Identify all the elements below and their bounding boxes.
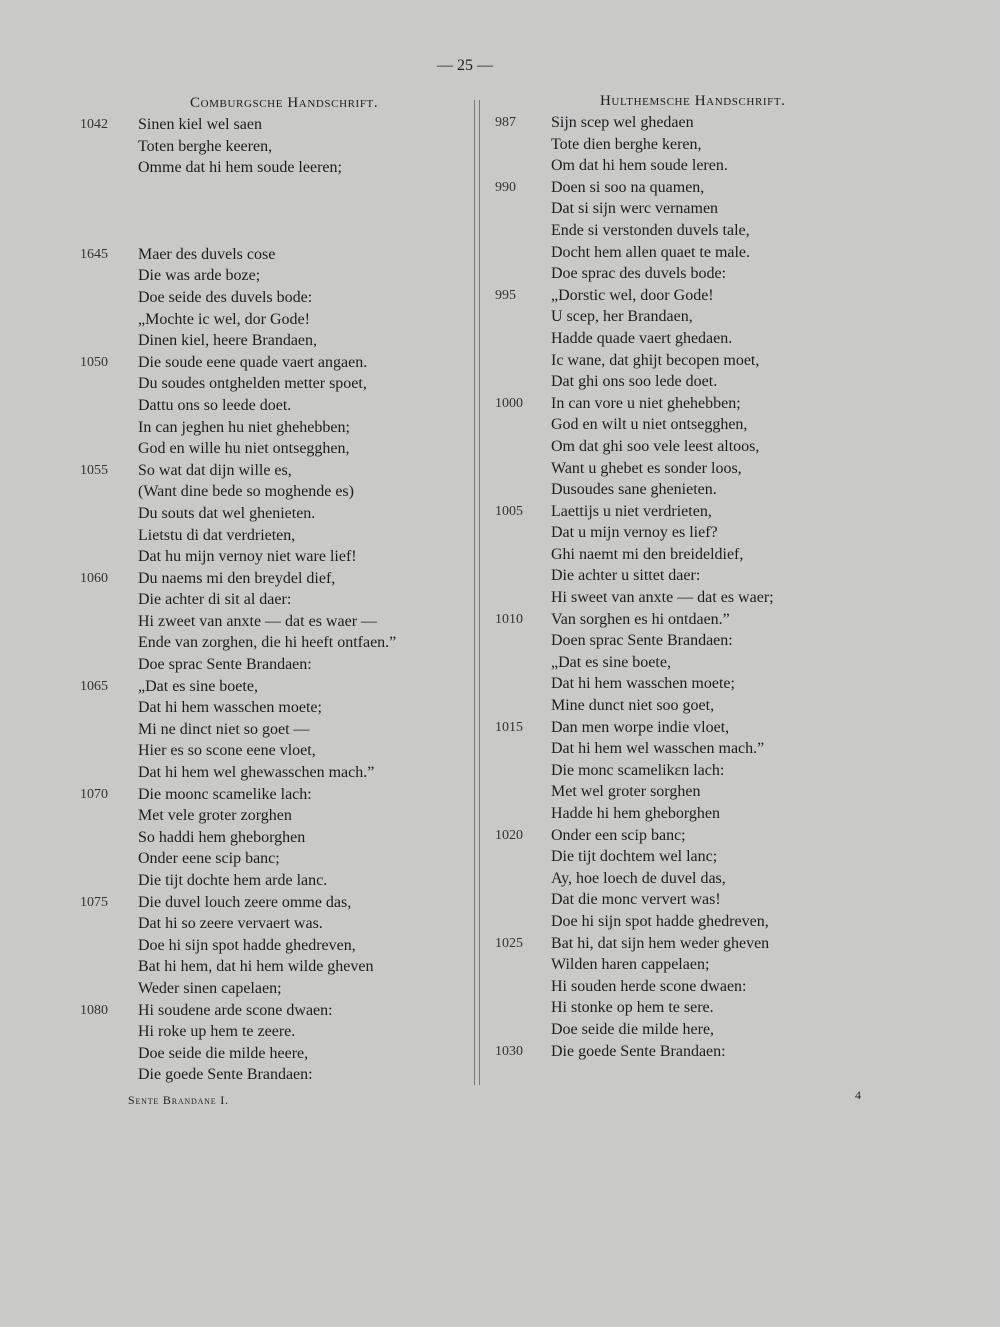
line-text: Want u ghebet es sonder loos, [551,459,742,477]
verse-line [80,309,470,331]
verse-line [495,652,855,674]
line-text: Van sorghen es hi ontdaen.” [551,610,730,628]
verse-line [495,1041,855,1063]
line-text: Dat hi hem wel wasschen mach.” [551,740,765,758]
line-text: Onder eene scip banc; [138,850,280,868]
line-text: Doe hi sijn spot hadde ghedreven, [551,912,769,930]
line-text: Dat hu mijn vernoy niet ware lief! [138,548,357,566]
line-text: Doe seide die milde here, [551,1020,715,1038]
line-text: Dat die monc ververt was! [551,891,721,909]
line-text: Ic wane, dat ghijt becopen moet, [551,351,760,369]
line-text: Weder sinen capelaen; [138,979,282,997]
line-text: Ghi naemt mi den breideldief, [551,545,744,563]
verse-line [80,136,470,158]
verse-line [495,695,855,717]
line-text: So haddi hem gheborghen [138,828,306,846]
verse-line [80,611,470,633]
line-text: Bat hi hem, dat hi hem wilde gheven [138,958,374,976]
line-text: Mine dunct niet soo goet, [551,697,715,715]
verse-line [495,220,855,242]
line-text: Tote dien berghe keren, [551,135,702,153]
line-text: Doen sprac Sente Brandaen: [551,632,733,650]
verse-line [80,244,470,266]
line-text: Sijn scep wel ghedaen [551,114,694,131]
line-text: Dat u mijn vernoy es lief? [551,524,718,542]
line-text: Die tijt dochte hem arde lanc. [138,872,328,889]
column-divider [474,100,480,1085]
verse-line [495,673,855,695]
verse-line [495,760,855,782]
verse-line [80,913,470,935]
verse-line [495,846,855,868]
line-text: Doe hi sijn spot hadde ghedreven, [138,936,356,954]
line-text: Sinen kiel wel saen [138,116,262,133]
verse-line [495,414,855,436]
line-text: Doe seide die milde heere, [138,1044,309,1062]
verse-line [80,848,470,870]
verse-line [495,112,855,134]
line-text: Hadde hi hem gheborghen [551,805,720,822]
line-number: 1030 [495,1043,523,1059]
verse-line [495,458,855,480]
verse-line [495,803,855,825]
verse-line [80,805,470,827]
verse-line [80,438,470,460]
verse-line [80,632,470,654]
line-text: Dat si sijn werc vernamen [551,200,719,218]
line-text: Laettijs u niet verdrieten, [551,502,712,520]
verse-line [80,978,470,1000]
line-number: 1042 [80,117,108,132]
verse-line [495,285,855,307]
verse-line [80,157,470,179]
line-text: Hi zweet van anxte — dat es waer — [138,612,378,630]
line-number: 1025 [495,935,523,951]
verse-line [80,935,470,957]
verse-line [495,522,855,544]
line-text: Die goede Sente Brandaen: [551,1042,726,1060]
line-number: 987 [495,115,516,130]
verse-line [495,738,855,760]
line-number: 1080 [80,1002,108,1018]
line-text: Ay, hoe loech de duvel das, [551,869,726,887]
line-text: Hier es so scone eene vloet, [138,742,316,760]
comburg-column [80,95,470,1086]
line-text: Dat ghi ons soo lede doet. [551,373,718,391]
line-text: Hi souden herde scone dwaen: [551,977,747,995]
verse-line [80,676,470,698]
verse-line [495,393,855,415]
line-text: Bat hi, dat sijn hem weder gheven [551,934,770,952]
line-text: Dinen kiel, heere Brandaen, [138,332,318,350]
line-text: God en wille hu niet ontsegghen, [138,440,350,458]
line-text: Hi soudene arde scone dwaen: [138,1001,333,1019]
line-text: Die achter di sit al daer: [138,591,292,609]
verse-line [80,1064,470,1086]
verse-line [495,263,855,285]
column-heading: Hulthemsche Handschrift. [600,93,786,109]
line-text: Die was arde boze; [138,267,261,285]
line-text: Du souts dat wel ghenieten. [138,504,316,522]
line-text: Ende van zorghen, die hi heeft ontfaen.” [138,634,397,652]
line-number: 995 [495,287,516,303]
line-text: Die achter u sittet daer: [551,567,701,585]
verse-list [80,114,470,1086]
line-text: Hi stonke op hem te sere. [551,999,714,1017]
signature-mark: 4 [855,1088,861,1102]
line-number: 1055 [80,462,108,478]
verse-line [80,481,470,503]
line-text: Die goede Sente Brandaen: [138,1066,313,1084]
verse-line [495,889,855,911]
verse-line [495,155,855,177]
line-text: In can vore u niet ghehebben; [551,394,741,412]
verse-line [495,997,855,1019]
line-text: Ende si verstonden duvels tale, [551,221,750,239]
line-text: Doe sprac Sente Brandaen: [138,656,312,674]
line-text: Dat hi so zeere vervaert was. [138,915,323,933]
verse-line [80,762,470,784]
printer-signature: Sente Brandane I. [128,1093,229,1107]
line-text: Onder een scip banc; [551,826,686,844]
line-text: U scep, her Brandaen, [551,308,693,326]
verse-line [80,719,470,741]
line-text: Hi roke up hem te zeere. [138,1023,296,1041]
line-text: Die moonc scamelike lach: [138,785,312,803]
verse-line [80,827,470,849]
line-text: Docht hem allen quaet te male. [551,243,751,261]
verse-list [495,112,855,1062]
line-text: Die tijt dochtem wel lanc; [551,848,718,866]
line-text: „Mochte ic wel, dor Gode! [138,310,310,328]
verse-line [495,306,855,328]
line-number: 990 [495,179,516,195]
verse-line [495,371,855,393]
line-text: Toten berghe keeren, [138,137,273,155]
line-text: Om dat hi hem soude leren. [551,157,728,175]
verse-line [80,330,470,352]
line-text: Du soudes ontghelden metter spoet, [138,375,367,393]
verse-line [495,565,855,587]
verse-line [495,976,855,998]
line-text: Dan men worpe indie vloet, [551,718,730,736]
line-number: 1050 [80,354,108,370]
line-text: Dat hi hem wasschen moete; [551,675,735,693]
verse-line [495,781,855,803]
line-number: 1065 [80,678,108,694]
verse-line [495,587,855,609]
line-text: Die monc scamelikɛn lach: [551,761,725,779]
line-text: Doe sprac des duvels bode: [551,265,727,283]
verse-line [80,179,470,244]
verse-line [80,525,470,547]
line-number: 1020 [495,827,523,843]
verse-line [495,825,855,847]
page-number: — 25 — [437,57,493,74]
line-text: Lietstu di dat verdrieten, [138,526,296,544]
line-text: Maer des duvels cose [138,245,276,263]
verse-line [80,784,470,806]
verse-line [495,1019,855,1041]
verse-line [495,954,855,976]
line-text: Die soude eene quade vaert angaen. [138,353,368,371]
verse-line [80,1043,470,1065]
verse-line [80,1000,470,1022]
verse-line [80,589,470,611]
line-text: Om dat ghi soo vele leest altoos, [551,437,760,455]
verse-line [80,546,470,568]
line-text: „Dat es sine boete, [551,653,671,671]
line-text: (Want dine bede so moghende es) [138,483,354,501]
hulthem-column [495,93,855,1062]
verse-line [80,740,470,762]
line-text: Doen si soo na quamen, [551,178,705,196]
line-text: Met wel groter sorghen [551,783,701,801]
verse-line [495,501,855,523]
verse-line [495,177,855,199]
line-text: Mi ne dinct niet so goet — [138,720,310,738]
line-text: Met vele groter zorghen [138,807,292,825]
column-heading: Comburgsche Handschrift. [190,95,379,111]
line-text: God en wilt u niet ontsegghen, [551,416,748,434]
verse-line [495,717,855,739]
verse-line [495,436,855,458]
verse-line [495,868,855,890]
line-text: Doe seide des duvels bode: [138,288,313,306]
line-text: „Dat es sine boete, [138,677,258,695]
line-number: 1000 [495,395,523,411]
line-text: Omme dat hi hem soude leeren; [138,159,342,177]
verse-line [495,350,855,372]
verse-line [495,242,855,264]
verse-line [495,479,855,501]
line-text: In can jeghen hu niet ghehebben; [138,418,350,436]
verse-line [495,328,855,350]
line-number: 1015 [495,719,523,735]
verse-line [80,956,470,978]
verse-line [495,911,855,933]
line-text: Dusoudes sane ghenieten. [551,481,717,499]
verse-line [80,287,470,309]
line-text: So wat dat dijn wille es, [138,461,292,479]
verse-line [80,265,470,287]
line-text: „Dorstic wel, door Gode! [551,286,714,304]
line-text: Wilden haren cappelaen; [551,956,710,974]
line-number: 1005 [495,503,523,519]
line-text: Dat hi hem wel ghewasschen mach.” [138,764,375,782]
verse-line [495,134,855,156]
verse-line [80,870,470,892]
line-number: 1070 [80,786,108,802]
verse-line [495,198,855,220]
verse-line [80,503,470,525]
verse-line [80,654,470,676]
verse-line [80,697,470,719]
line-text: Dat hi hem wasschen moete; [138,699,322,717]
verse-line [80,417,470,439]
verse-line [495,933,855,955]
verse-line [495,630,855,652]
verse-line [80,460,470,482]
verse-line [80,892,470,914]
line-text: Dattu ons so leede doet. [138,396,292,414]
verse-line [80,373,470,395]
line-text: Hi sweet van anxte — dat es waer; [551,589,774,607]
line-number: 1075 [80,894,108,910]
line-text: Hadde quade vaert ghedaen. [551,329,733,347]
line-number: 1060 [80,570,108,586]
verse-line [80,352,470,374]
line-number: 1010 [495,611,523,627]
verse-line [80,568,470,590]
line-text: Du naems mi den breydel dief, [138,569,336,587]
verse-line [495,609,855,631]
verse-line [80,114,470,136]
verse-line [80,395,470,417]
verse-line [495,544,855,566]
line-text: Die duvel louch zeere omme das, [138,893,352,911]
verse-line [80,1021,470,1043]
line-number: 1645 [80,246,108,262]
